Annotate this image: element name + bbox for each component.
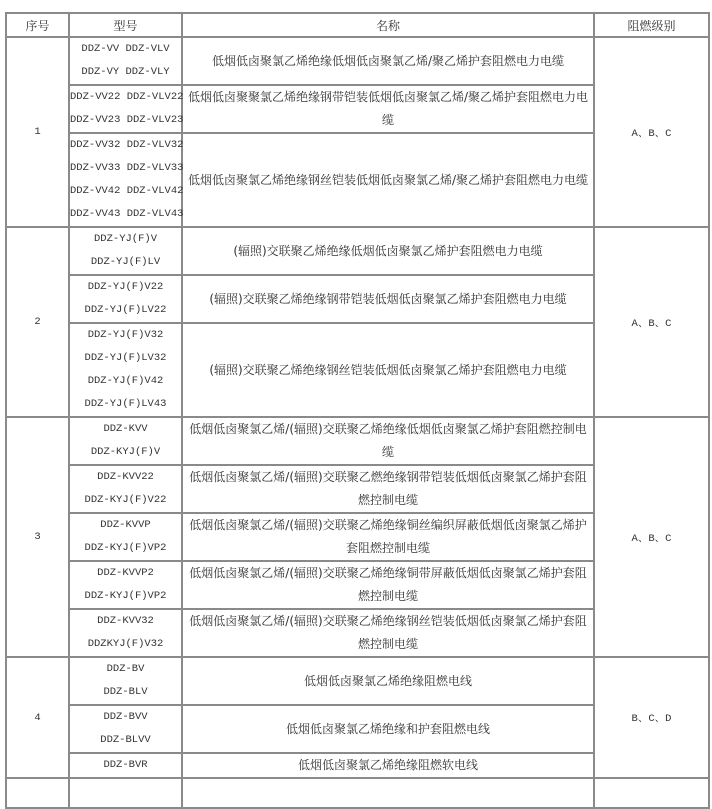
table-row — [6, 37, 709, 85]
model-code: DDZ-KYJ(F)V — [90, 446, 161, 458]
table-row — [6, 227, 709, 275]
name-cell: 低烟低卤聚氯乙烯/(辐照)交联聚乙烯绝缘低烟低卤聚氯乙烯护套阻燃控制电缆 — [182, 417, 594, 465]
model-code: DDZ-BVR — [103, 759, 148, 771]
model-code: DDZ-KVVP2 — [97, 567, 154, 579]
model-code: DDZ-VV23 DDZ-VLV23 — [70, 114, 184, 126]
name-cell: (辐照)交联聚乙烯绝缘低烟低卤聚氯乙烯护套阻燃电力电缆 — [182, 227, 594, 275]
name-cell: 低烟低卤聚氯乙烯/(辐照)交联聚乙燃绝缘钢带铠装低烟低卤聚氯乙烯护套阻燃控制电缆 — [182, 465, 594, 513]
cable-spec-table — [5, 12, 710, 809]
model-code: DDZ-BV — [106, 663, 145, 675]
model-code: DDZ-BVV — [103, 711, 148, 723]
model-cell — [69, 275, 182, 323]
empty-cell — [69, 778, 182, 808]
model-code: DDZ-BLVV — [100, 734, 151, 746]
name-cell: 低烟低卤聚氯乙烯绝缘低烟低卤聚氯乙烯/聚乙烯护套阻燃电力电缆 — [182, 37, 594, 85]
model-code: DDZ-VV42 DDZ-VLV42 — [70, 185, 184, 197]
model-cell — [69, 705, 182, 753]
model-code: DDZ-KVV32 — [97, 615, 154, 627]
header-seq: 序号 — [6, 13, 69, 37]
name-cell: 低烟低卤聚氯乙烯绝缘和护套阻燃电线 — [182, 705, 594, 753]
seq-cell: 2 — [6, 227, 69, 417]
empty-cell — [594, 778, 709, 808]
grade-cell: A、B、C — [594, 227, 709, 417]
model-cell — [69, 323, 182, 417]
table-row — [6, 778, 709, 808]
model-code: DDZ-YJ(F)LV — [90, 256, 161, 268]
model-code: DDZ-YJ(F)V42 — [87, 375, 164, 387]
table-row — [6, 417, 709, 465]
model-cell — [69, 227, 182, 275]
seq-cell: 3 — [6, 417, 69, 657]
model-code: DDZ-VV33 DDZ-VLV33 — [70, 162, 184, 174]
name-cell: 低烟低卤聚氯乙烯/(辐照)交联聚乙烯绝缘铜丝编织屏蔽低烟低卤聚氯乙烯护套阻燃控制电缆 — [182, 513, 594, 561]
name-cell: 低烟低卤聚聚氯乙烯绝缘钢带铠装低烟低卤聚氯乙烯/聚乙烯护套阻燃电力电缆 — [182, 85, 594, 133]
table-row — [6, 657, 709, 705]
name-cell: 低烟低卤聚氯乙烯/(辐照)交联聚乙烯绝缘铜带屏蔽低烟低卤聚氯乙烯护套阻燃控制电缆 — [182, 561, 594, 609]
model-code: DDZKYJ(F)V32 — [87, 638, 164, 650]
model-code: DDZ-YJ(F)V22 — [87, 281, 164, 293]
model-code: DDZ-KVV22 — [97, 471, 154, 483]
model-code: DDZ-YJ(F)V — [93, 233, 157, 245]
model-code: DDZ-KVV — [103, 423, 148, 435]
model-cell — [69, 417, 182, 465]
model-code: DDZ-KYJ(F)VP2 — [84, 542, 167, 554]
seq-cell: 4 — [6, 657, 69, 778]
model-code: DDZ-BLV — [103, 686, 148, 698]
model-code: DDZ-KYJ(F)V22 — [84, 494, 167, 506]
model-code: DDZ-YJ(F)LV22 — [84, 304, 167, 316]
empty-cell — [6, 778, 69, 808]
header-grade: 阻燃级别 — [594, 13, 709, 37]
model-code: DDZ-YJ(F)LV43 — [84, 398, 167, 410]
model-cell — [69, 513, 182, 561]
model-code: DDZ-KYJ(F)VP2 — [84, 590, 167, 602]
model-code: DDZ-YJ(F)LV32 — [84, 352, 167, 364]
model-code: DDZ-YJ(F)V32 — [87, 329, 164, 341]
model-cell — [69, 657, 182, 705]
header-name: 名称 — [182, 13, 594, 37]
model-code: DDZ-VY DDZ-VLY — [81, 66, 170, 78]
seq-cell: 1 — [6, 37, 69, 227]
model-code: DDZ-VV22 DDZ-VLV22 — [70, 91, 184, 103]
model-cell — [69, 753, 182, 778]
model-cell — [69, 465, 182, 513]
name-cell: 低烟低卤聚氯乙烯绝缘阻燃软电线 — [182, 753, 594, 778]
model-cell — [69, 85, 182, 133]
model-code: DDZ-VV DDZ-VLV — [81, 43, 170, 55]
grade-cell: A、B、C — [594, 37, 709, 227]
model-code: DDZ-VV32 DDZ-VLV32 — [70, 139, 184, 151]
name-cell: 低烟低卤聚氯乙烯绝缘钢丝铠装低烟低卤聚氯乙烯/聚乙烯护套阻燃电力电缆 — [182, 133, 594, 227]
model-cell — [69, 561, 182, 609]
name-cell: 低烟低卤聚氯乙烯/(辐照)交联聚乙烯绝缘钢丝铠装低烟低卤聚氯乙烯护套阻燃控制电缆 — [182, 609, 594, 657]
model-code: DDZ-KVVP — [100, 519, 151, 531]
model-cell — [69, 133, 182, 227]
name-cell: (辐照)交联聚乙烯绝缘钢带铠装低烟低卤聚氯乙烯护套阻燃电力电缆 — [182, 275, 594, 323]
name-cell: (辐照)交联聚乙烯绝缘钢丝铠装低烟低卤聚氯乙烯护套阻燃电力电缆 — [182, 323, 594, 417]
model-cell — [69, 37, 182, 85]
header-model: 型号 — [69, 13, 182, 37]
model-cell — [69, 609, 182, 657]
grade-cell: B、C、D — [594, 657, 709, 778]
model-code: DDZ-VV43 DDZ-VLV43 — [70, 208, 184, 220]
table-header-row — [6, 13, 709, 37]
grade-cell: A、B、C — [594, 417, 709, 657]
name-cell: 低烟低卤聚氯乙烯绝缘阻燃电线 — [182, 657, 594, 705]
empty-cell — [182, 778, 594, 808]
